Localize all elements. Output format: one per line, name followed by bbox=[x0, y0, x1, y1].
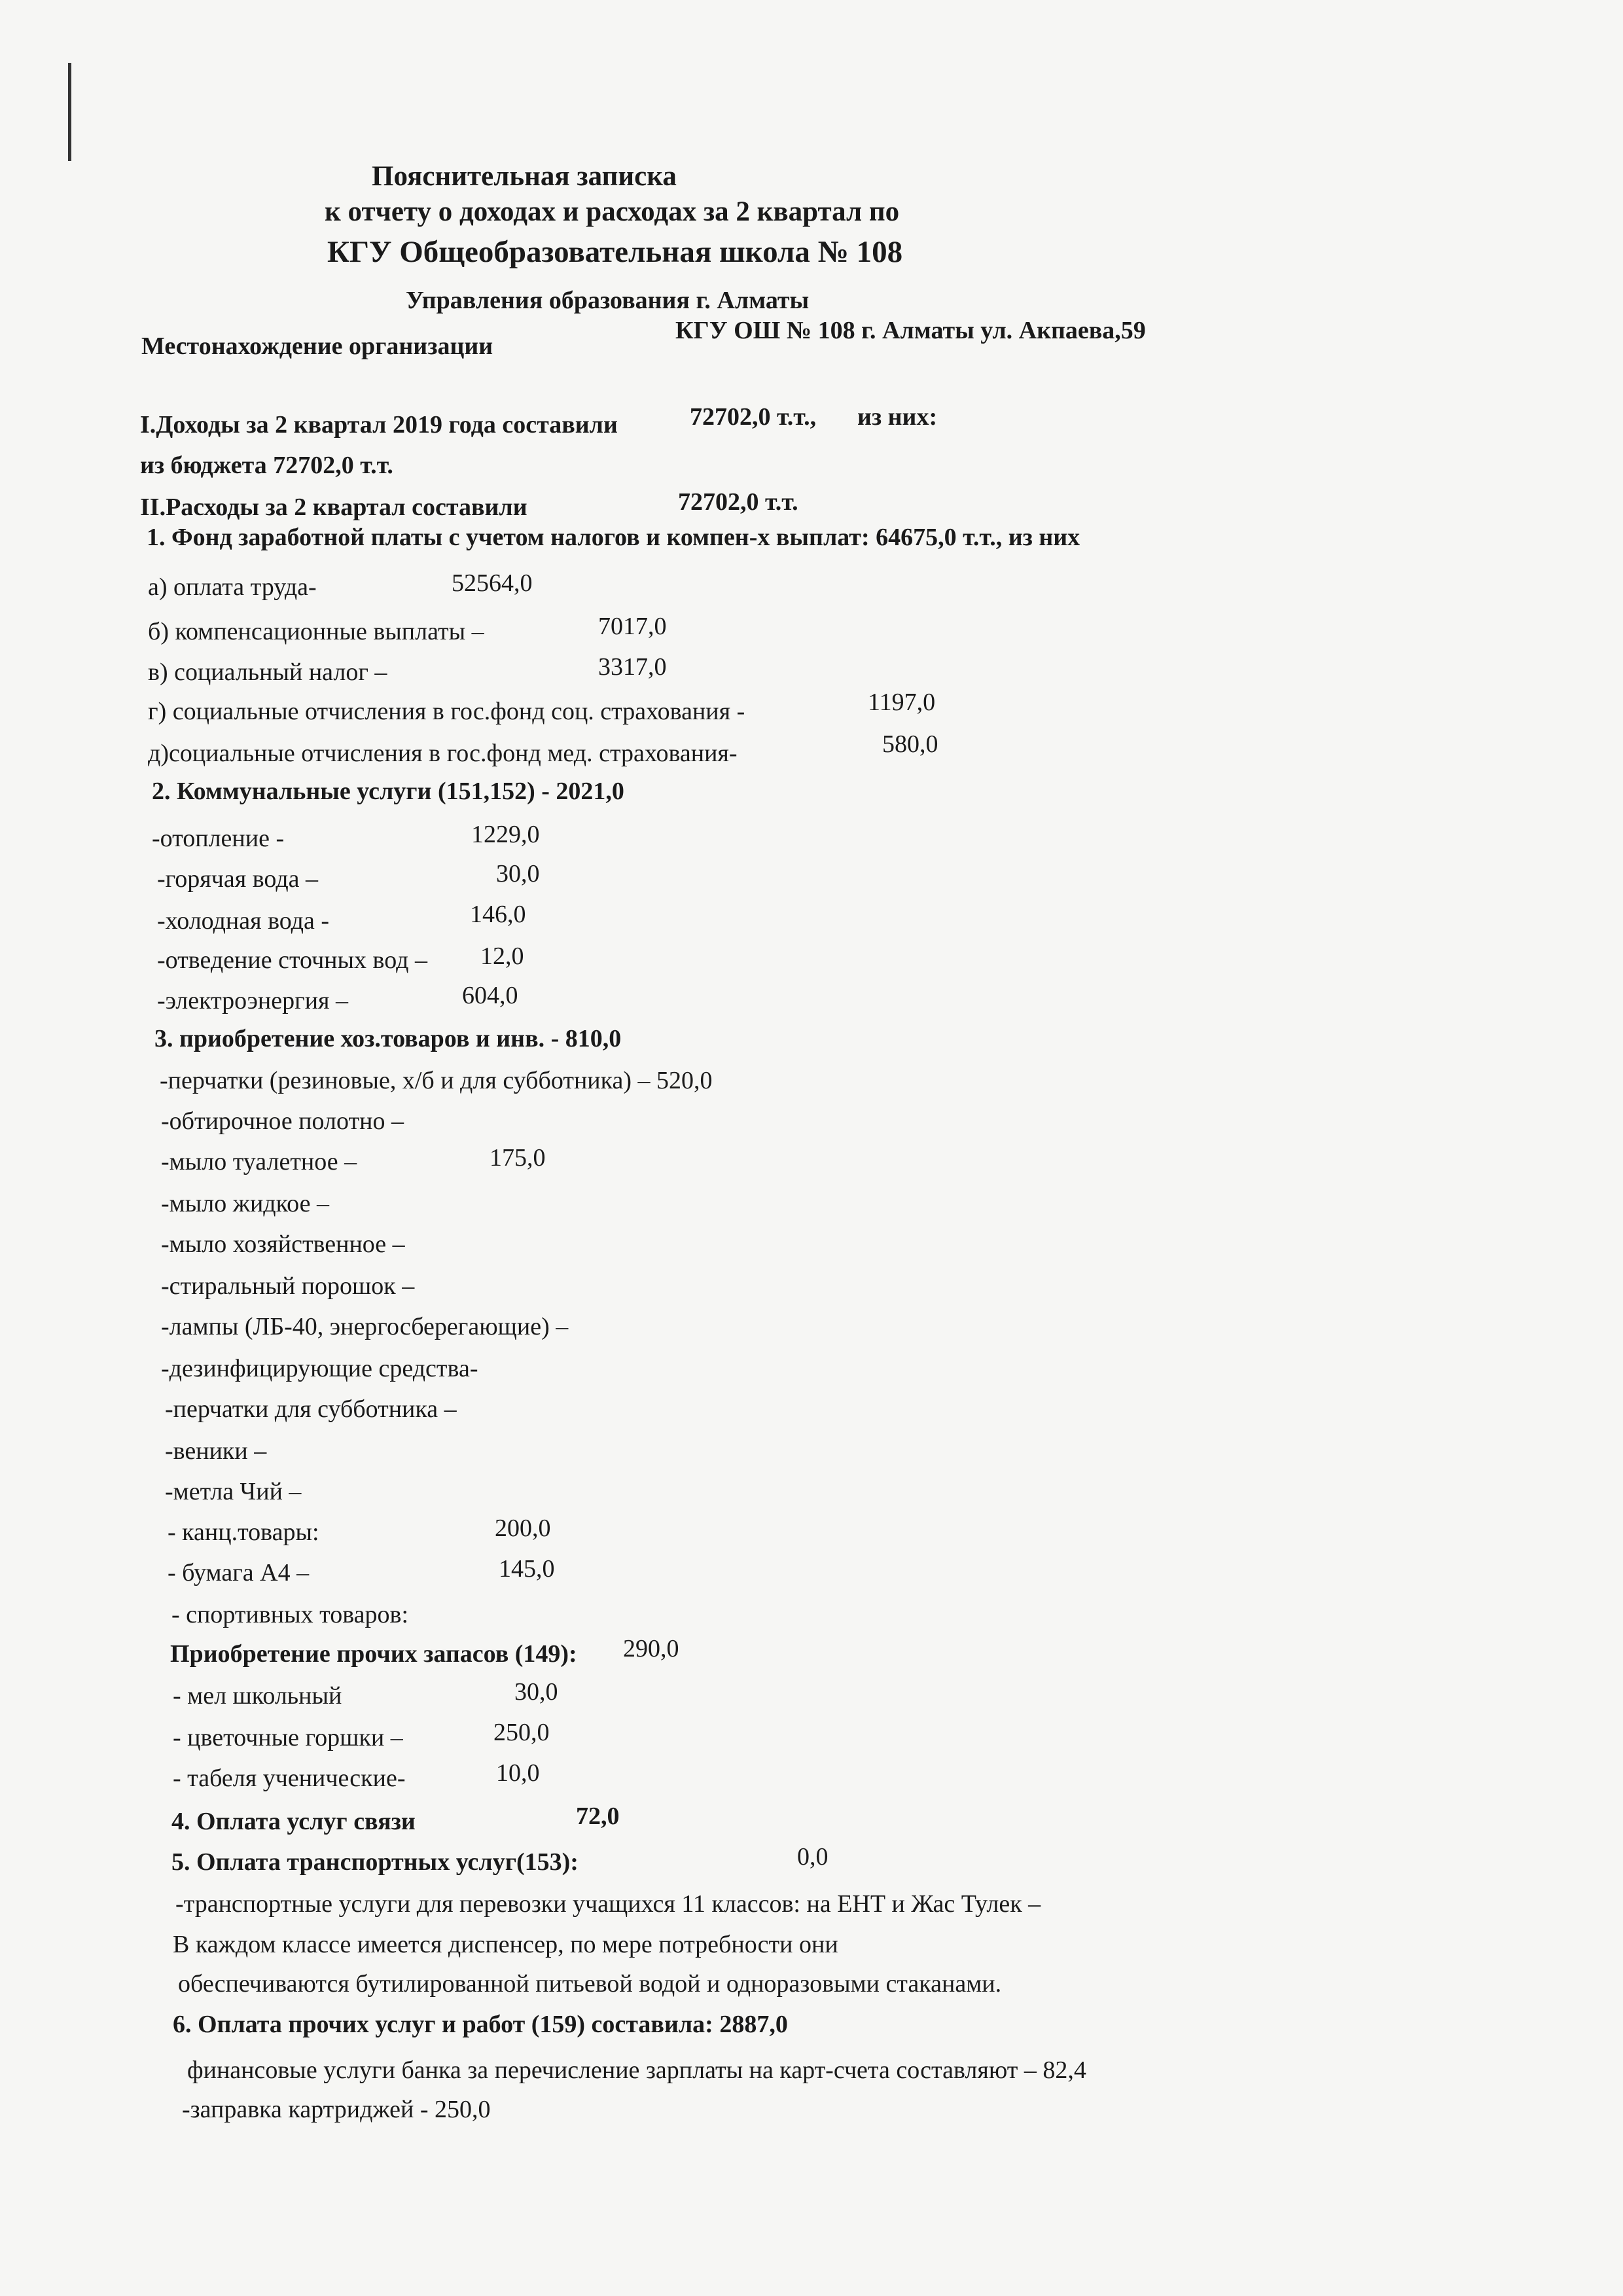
section3-paper-value: 145,0 bbox=[499, 1555, 555, 1583]
section3-powder: -стиральный порошок – bbox=[161, 1272, 415, 1300]
other-stocks-value: 290,0 bbox=[623, 1635, 679, 1662]
section3-house-soap: -мыло хозяйственное – bbox=[161, 1230, 405, 1258]
section1-title: 1. Фонд заработной платы с учетом налогов и компен-х выплат: 64675,0 т.т., из них bbox=[147, 524, 1080, 551]
other-stocks-pots-label: - цветочные горшки – bbox=[173, 1724, 403, 1751]
section4-title: 4. Оплата услуг связи bbox=[171, 1808, 416, 1835]
section1-c-label: в) социальный налог – bbox=[148, 658, 387, 686]
section2-coldwater-value: 146,0 bbox=[470, 901, 526, 928]
section2-title: 2. Коммунальные услуги (151,152) - 2021,0 bbox=[152, 778, 624, 805]
section2-sewage-label: -отведение сточных вод – bbox=[157, 946, 427, 974]
section1-c-value: 3317,0 bbox=[598, 653, 667, 681]
section2-power-label: -электроэнергия – bbox=[157, 987, 349, 1014]
section1-b-label: б) компенсационные выплаты – bbox=[148, 618, 484, 645]
section3-liquid-soap: -мыло жидкое – bbox=[161, 1190, 329, 1217]
doc-subtitle-1: к отчету о доходах и расходах за 2 квартал по bbox=[325, 196, 900, 227]
section1-e-label: д)социальные отчисления в гос.фонд мед. страхования- bbox=[148, 740, 738, 767]
section2-heating-label: -отопление - bbox=[152, 825, 285, 852]
expenses-amount: 72702,0 т.т. bbox=[678, 488, 798, 516]
section1-d-label: г) социальные отчисления в гос.фонд соц. страхования - bbox=[148, 698, 745, 725]
section2-heating-value: 1229,0 bbox=[471, 821, 540, 848]
section5-line3: обеспечиваются бутилированной питьевой водой и одноразовыми стаканами. bbox=[178, 1970, 1002, 1998]
section3-sport: - спортивных товаров: bbox=[171, 1601, 409, 1628]
section6-line1: финансовые услуги банка за перечисление зарплаты на карт-счета составляют – 82,4 bbox=[187, 2056, 1086, 2084]
section2-sewage-value: 12,0 bbox=[480, 942, 524, 970]
location-label: Местонахождение организации bbox=[141, 332, 493, 360]
location-value: КГУ ОШ № 108 г. Алматы ул. Акпаева,59 bbox=[675, 317, 1146, 344]
section2-hotwater-value: 30,0 bbox=[496, 860, 540, 888]
other-stocks-tables-value: 10,0 bbox=[496, 1759, 540, 1787]
income-budget: из бюджета 72702,0 т.т. bbox=[140, 452, 393, 479]
section3-soap-value: 175,0 bbox=[490, 1144, 546, 1172]
doc-subtitle-3: Управления образования г. Алматы bbox=[406, 287, 810, 314]
section3-soap-label: -мыло туалетное – bbox=[161, 1148, 357, 1175]
expenses-line: II.Расходы за 2 квартал составили bbox=[140, 493, 527, 521]
section3-paper-label: - бумага А4 – bbox=[168, 1559, 310, 1587]
doc-title: Пояснительная записка bbox=[372, 161, 677, 192]
scan-mark bbox=[68, 63, 71, 161]
section3-office-value: 200,0 bbox=[495, 1515, 551, 1542]
section3-gloves: -перчатки (резиновые, х/б и для субботника) – 520,0 bbox=[160, 1067, 713, 1094]
section5-line1: -транспортные услуги для перевозки учащихся 11 классов: на ЕНТ и Жас Тулек – bbox=[175, 1890, 1041, 1918]
doc-subtitle-2: КГУ Общеобразовательная школа № 108 bbox=[327, 235, 903, 269]
other-stocks-chalk-label: - мел школьный bbox=[173, 1682, 342, 1710]
section3-brooms: -веники – bbox=[165, 1437, 267, 1465]
section3-gloves2: -перчатки для субботника – bbox=[165, 1395, 457, 1423]
other-stocks-pots-value: 250,0 bbox=[493, 1719, 550, 1746]
income-amount: 72702,0 т.т., bbox=[690, 403, 817, 431]
other-stocks-tables-label: - табеля ученические- bbox=[173, 1765, 406, 1792]
other-stocks-chalk-value: 30,0 bbox=[514, 1678, 558, 1706]
section3-office-label: - канц.товары: bbox=[168, 1518, 319, 1546]
section3-disinfect: -дезинфицирующие средства- bbox=[161, 1355, 478, 1382]
section1-a-value: 52564,0 bbox=[452, 569, 533, 597]
section6-title: 6. Оплата прочих услуг и работ (159) составила: 2887,0 bbox=[173, 2011, 788, 2038]
section2-power-value: 604,0 bbox=[462, 982, 518, 1009]
section2-hotwater-label: -горячая вода – bbox=[157, 865, 319, 893]
section3-lamps: -лампы (ЛБ-40, энергосберегающие) – bbox=[161, 1313, 569, 1340]
section1-e-value: 580,0 bbox=[882, 730, 938, 758]
section6-line2: -заправка картриджей - 250,0 bbox=[182, 2096, 491, 2123]
income-tail: из них: bbox=[857, 403, 938, 431]
section5-value: 0,0 bbox=[797, 1843, 829, 1871]
section3-cloth: -обтирочное полотно – bbox=[161, 1107, 404, 1135]
income-line: I.Доходы за 2 квартал 2019 года составили bbox=[140, 411, 618, 439]
section1-d-value: 1197,0 bbox=[868, 689, 936, 716]
section3-title: 3. приобретение хоз.товаров и инв. - 810,0 bbox=[154, 1025, 622, 1052]
section1-b-value: 7017,0 bbox=[598, 613, 667, 640]
section5-line2: В каждом классе имеется диспенсер, по мере потребности они bbox=[173, 1931, 838, 1958]
section2-coldwater-label: -холодная вода - bbox=[157, 907, 330, 935]
section1-a-label: а) оплата труда- bbox=[148, 573, 317, 601]
section5-title: 5. Оплата транспортных услуг(153): bbox=[171, 1848, 579, 1876]
section4-value: 72,0 bbox=[576, 1803, 620, 1830]
section3-broom-chiy: -метла Чий – bbox=[165, 1478, 302, 1505]
other-stocks-title: Приобретение прочих запасов (149): bbox=[170, 1640, 577, 1668]
